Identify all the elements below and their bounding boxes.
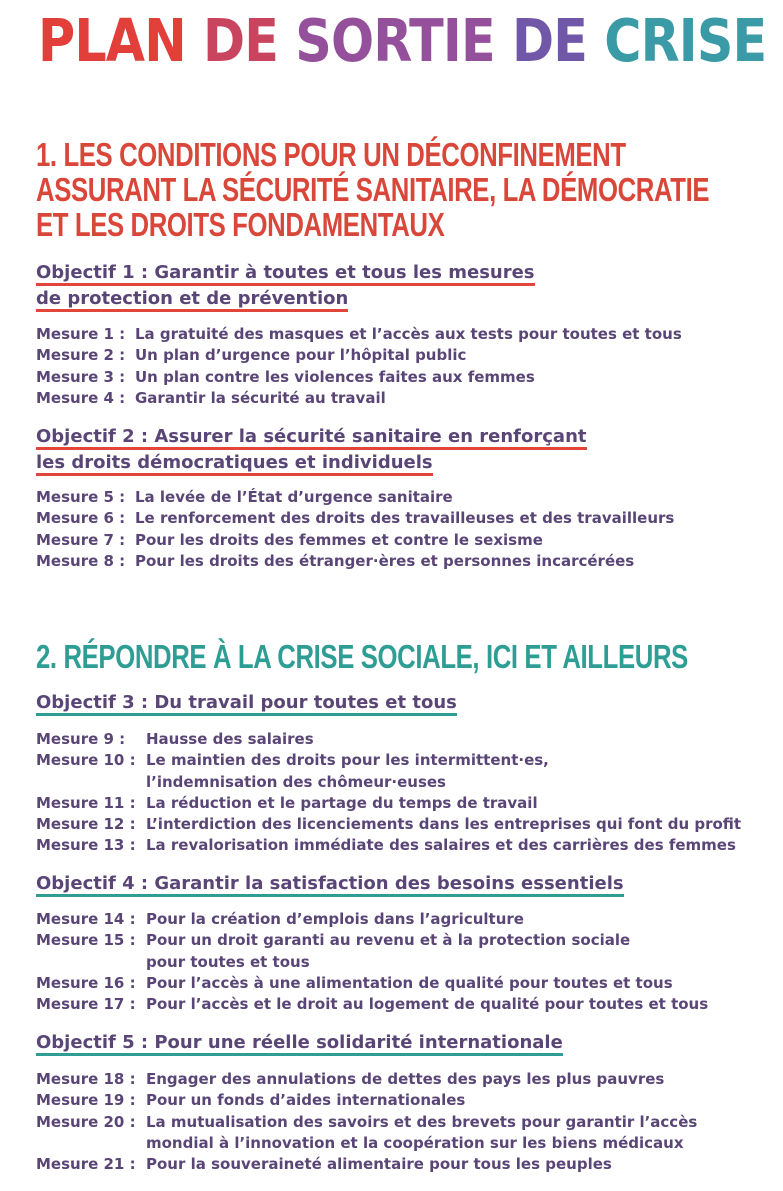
measure-item <box>36 814 741 835</box>
objective-4-heading <box>36 871 624 897</box>
measure-text: Un plan d’urgence pour l’hôpital public <box>135 346 467 365</box>
measure-label: Mesure 16 : <box>36 973 136 992</box>
objective-title-line: les droits démocratiques et individuels <box>36 452 433 476</box>
measure-text: Engager des annulations de dettes des pays les plus pauvres <box>146 1070 665 1088</box>
objective-title-line: Objectif 4 : Garantir la satisfaction des besoins essentiels <box>36 873 624 897</box>
objective-1-measures <box>36 324 682 409</box>
measure-item <box>36 750 741 793</box>
page-title <box>38 6 767 76</box>
measure-label: Mesure 11 : <box>36 793 136 812</box>
measure-item <box>36 930 708 973</box>
measure-label: Mesure 7 : <box>36 530 126 549</box>
measure-text: Pour la création d’emplois dans l’agriculture <box>146 910 524 928</box>
objective-title-line: Objectif 5 : Pour une réelle solidarité internationale <box>36 1032 563 1056</box>
measure-text: Pour l’accès et le droit au logement de qualité pour toutes et tous <box>146 995 709 1014</box>
measure-label: Mesure 1 : <box>36 325 126 343</box>
objective-4-measures <box>36 909 708 1015</box>
measure-item <box>36 367 682 388</box>
measure-label: Mesure 3 : <box>36 367 126 386</box>
measure-text: Pour la souveraineté alimentaire pour tous les peuples <box>146 1155 612 1174</box>
measure-text: La réduction et le partage du temps de travail <box>146 793 538 812</box>
measure-item <box>36 729 741 750</box>
measure-text: Pour un fonds d’aides internationales <box>146 1091 466 1110</box>
measure-item <box>36 551 674 572</box>
measure-text: L’interdiction des licenciements dans les entreprises qui font du profit <box>146 815 742 834</box>
measure-label: Mesure 19 : <box>36 1091 136 1110</box>
measure-label: Mesure 14 : <box>36 910 136 928</box>
measure-text <box>146 930 630 973</box>
section-title-line: ASSURANT LA SÉCURITÉ SANITAIRE, LA DÉMOCRATIE <box>36 171 710 208</box>
measure-item <box>36 973 708 994</box>
measure-item <box>36 793 741 814</box>
measure-label: Mesure 17 : <box>36 995 136 1014</box>
measure-label: Mesure 2 : <box>36 346 126 365</box>
page-title-word: SORTIE <box>295 6 495 75</box>
measure-text <box>146 750 549 793</box>
measure-item <box>36 1112 697 1155</box>
measure-text-line: Le maintien des droits pour les intermittent·es, <box>146 751 549 770</box>
measure-text: Un plan contre les violences faites aux femmes <box>135 367 535 386</box>
measure-item <box>36 1069 697 1090</box>
measure-item <box>36 324 682 345</box>
measure-item <box>36 1154 697 1175</box>
measure-item <box>36 388 682 409</box>
measure-item <box>36 835 741 856</box>
measure-label: Mesure 12 : <box>36 815 136 834</box>
measure-label: Mesure 13 : <box>36 836 136 855</box>
objective-1-heading <box>36 260 535 312</box>
measure-label: Mesure 8 : <box>36 551 126 570</box>
measure-text <box>146 1112 697 1155</box>
page-title-word: DE <box>203 6 279 75</box>
measure-item <box>36 508 674 529</box>
measure-text-line: mondial à l’innovation et la coopération sur les biens médicaux <box>146 1133 684 1152</box>
measure-text: Hausse des salaires <box>146 730 314 748</box>
objective-title-line: Objectif 2 : Assurer la sécurité sanitaire en renforçant <box>36 426 587 450</box>
objective-2-heading <box>36 424 587 476</box>
measure-item <box>36 994 708 1015</box>
measure-item <box>36 487 674 508</box>
objective-3-measures <box>36 729 741 857</box>
measure-text: Pour l’accès à une alimentation de qualité pour toutes et tous <box>146 973 673 992</box>
objective-title-line: Objectif 3 : Du travail pour toutes et tous <box>36 692 457 716</box>
measure-label: Mesure 5 : <box>36 488 126 506</box>
measure-text: La revalorisation immédiate des salaires et des carrières des femmes <box>146 836 736 855</box>
measure-label: Mesure 4 : <box>36 388 126 407</box>
page-title-word: DE <box>511 6 588 75</box>
measure-text-line: Pour un droit garanti au revenu et à la protection sociale <box>146 931 631 950</box>
objective-3-heading <box>36 690 457 716</box>
measure-label: Mesure 10 : <box>36 751 136 770</box>
measure-item <box>36 345 682 366</box>
measure-item <box>36 909 708 930</box>
page-title-word: CRISE <box>604 6 767 75</box>
measure-label: Mesure 15 : <box>36 931 136 950</box>
measure-text-line: l’indemnisation des chômeur·euses <box>146 772 446 791</box>
objective-5-measures <box>36 1069 697 1175</box>
section-title-line: 2. RÉPONDRE À LA CRISE SOCIALE, ICI ET AILLEURS <box>36 638 688 675</box>
measure-label: Mesure 18 : <box>36 1070 136 1088</box>
objective-title-line: de protection et de prévention <box>36 288 348 312</box>
measure-text-line: pour toutes et tous <box>146 952 310 971</box>
measure-text-line: La mutualisation des savoirs et des brevets pour garantir l’accès <box>146 1112 698 1131</box>
objective-2-measures <box>36 487 674 572</box>
section-2-title <box>36 639 688 674</box>
measure-text: Garantir la sécurité au travail <box>135 388 386 407</box>
measure-item <box>36 1090 697 1111</box>
objective-5-heading <box>36 1030 563 1056</box>
measure-label: Mesure 6 : <box>36 509 126 528</box>
measure-item <box>36 530 674 551</box>
section-title-line: ET LES DROITS FONDAMENTAUX <box>36 206 445 243</box>
measure-text: Pour les droits des femmes et contre le sexisme <box>135 530 543 549</box>
measure-text: La levée de l’État d’urgence sanitaire <box>135 488 453 506</box>
measure-text: Le renforcement des droits des travailleuses et des travailleurs <box>135 509 675 528</box>
page-title-word: PLAN <box>38 6 186 75</box>
section-1-title <box>36 137 709 242</box>
measure-label: Mesure 9 : <box>36 730 126 748</box>
measure-text: La gratuité des masques et l’accès aux tests pour toutes et tous <box>135 325 682 343</box>
section-title-line: 1. LES CONDITIONS POUR UN DÉCONFINEMENT <box>36 136 626 173</box>
measure-label: Mesure 21 : <box>36 1155 136 1174</box>
measure-label: Mesure 20 : <box>36 1112 136 1131</box>
objective-title-line: Objectif 1 : Garantir à toutes et tous les mesures <box>36 262 535 286</box>
measure-text: Pour les droits des étranger·ères et personnes incarcérées <box>135 551 635 570</box>
